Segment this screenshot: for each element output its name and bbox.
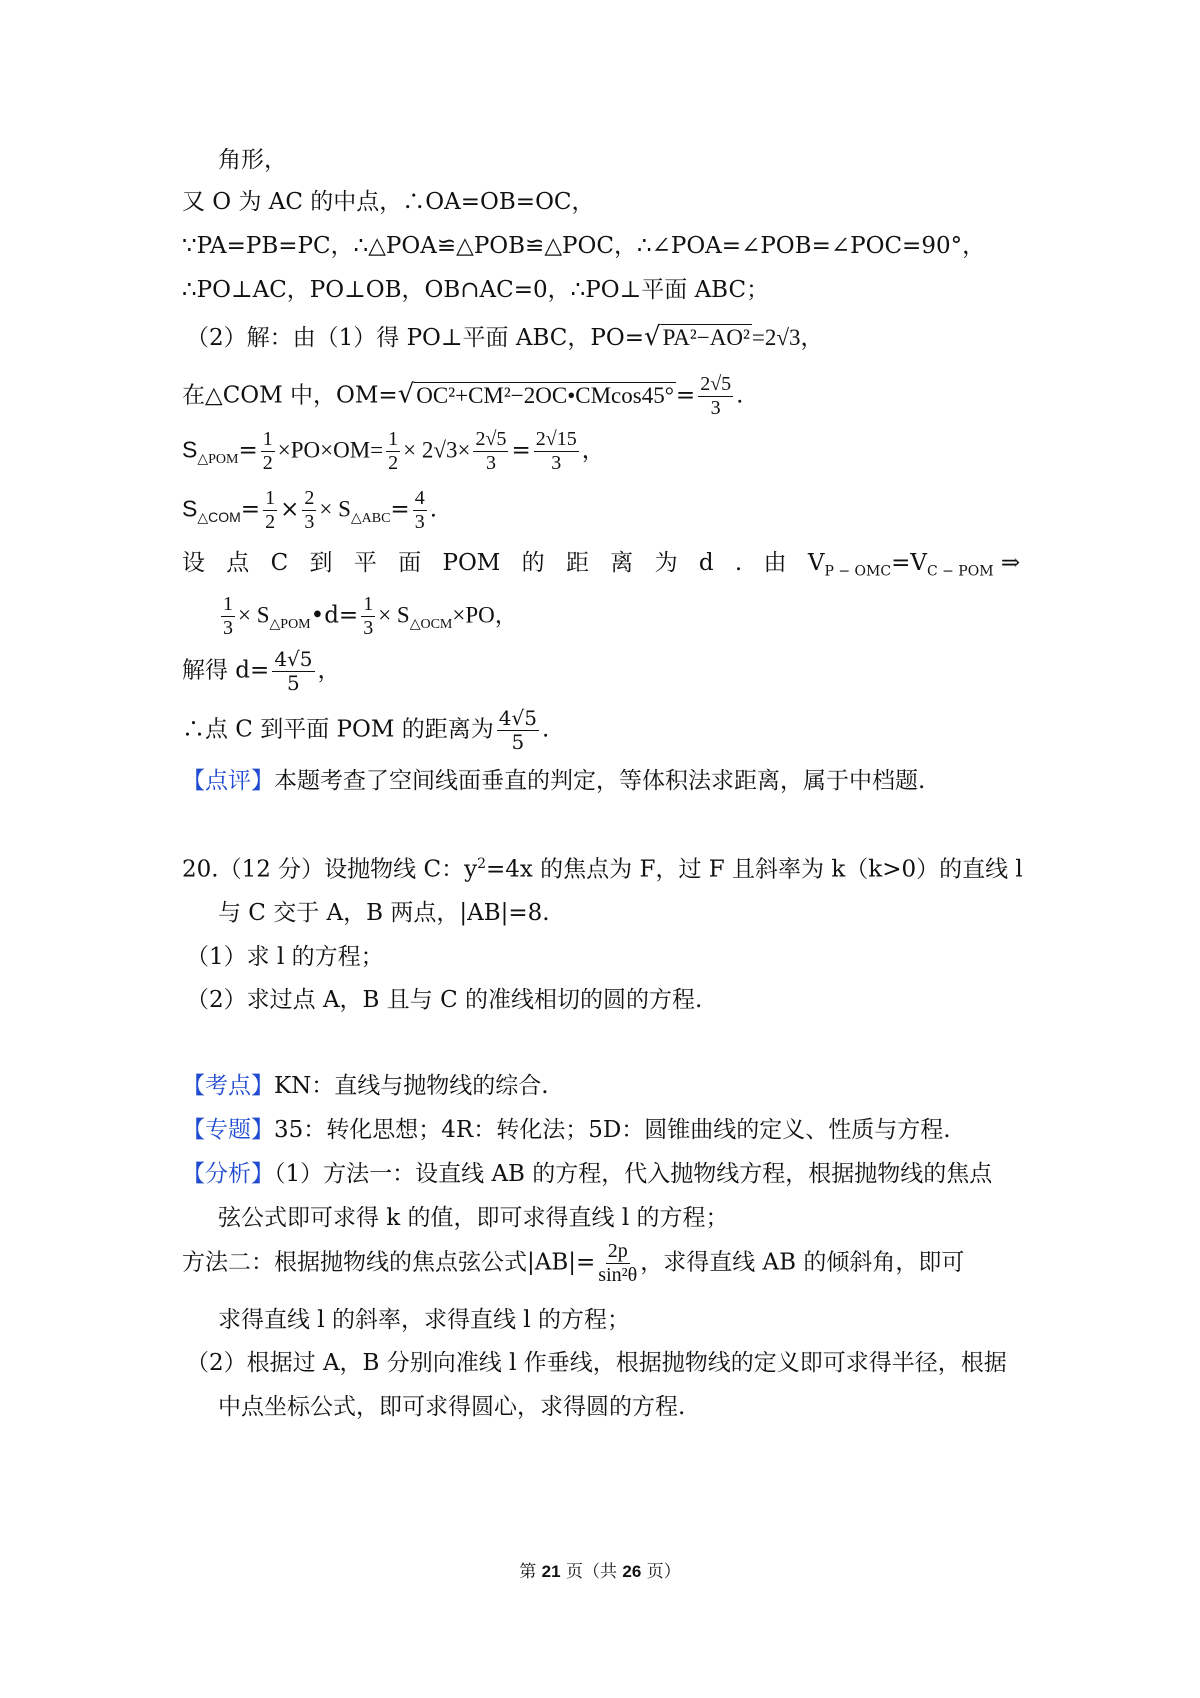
denominator: 3 xyxy=(304,511,315,533)
topic-tag: 【专题】 xyxy=(182,1117,274,1143)
fraction xyxy=(272,648,314,695)
text-span: •d= xyxy=(310,602,359,629)
text-span: ， xyxy=(581,437,605,464)
footer-text: 第 xyxy=(519,1562,542,1582)
fraction xyxy=(361,593,375,640)
subscript: △OCM xyxy=(409,617,453,633)
text-line: （2）求过点 A，B 且与 C 的准线相切的圆的方程. xyxy=(186,987,703,1013)
page-footer xyxy=(0,1557,1200,1582)
radicand: OC²+CM²−2OC•CMcos45° xyxy=(416,382,674,408)
text-span: . xyxy=(541,716,550,743)
denominator: 3 xyxy=(223,617,233,639)
denominator: sin²θ xyxy=(598,1264,638,1286)
text-span: S xyxy=(182,436,198,463)
text-line xyxy=(182,428,605,475)
page-number: 21 xyxy=(541,1562,561,1581)
text-line: 在△COM 中，OM=√OC²+CM²−2OC•CMcos45°= $\frac{2√5}{3}$ . xyxy=(182,373,744,419)
text-line xyxy=(182,1073,549,1101)
numerator: 1 xyxy=(363,593,374,615)
numerator: 4√5 xyxy=(274,647,313,671)
text-line xyxy=(182,1240,964,1287)
text-line xyxy=(218,593,518,640)
fraction xyxy=(497,707,539,754)
text-span: ∴点 C 到平面 POM 的距离为 xyxy=(182,716,494,743)
numerator: 1 xyxy=(388,428,399,450)
text-line xyxy=(182,487,437,534)
text-span: S xyxy=(182,495,198,522)
text-line: ∴PO⊥AC，PO⊥OB，OB∩AC=0，∴PO⊥平面 ABC； xyxy=(182,277,770,303)
subscript: △POM xyxy=(269,617,311,633)
subscript: △ABC xyxy=(350,511,391,527)
denominator: 3 xyxy=(363,617,374,639)
text-line: 角形， xyxy=(218,147,287,173)
denominator: 5 xyxy=(511,730,525,754)
numerator: 4√5 xyxy=(498,706,537,730)
numerator: 2√5 xyxy=(700,373,732,395)
total-pages: 26 xyxy=(622,1562,642,1581)
subscript: △POM xyxy=(197,452,239,468)
text-span: 35：转化思想；4R：转化法；5D：圆锥曲线的定义、性质与方程. xyxy=(274,1117,951,1143)
text-span: =4x 的焦点为 F，过 F 且斜率为 k（k>0）的直线 l xyxy=(485,856,1023,883)
numerator: 4 xyxy=(414,487,425,509)
text-line xyxy=(182,768,925,796)
text-line: 又 O 为 AC 的中点，∴OA=OB=OC， xyxy=(182,189,595,215)
denominator: 3 xyxy=(485,452,496,474)
text-line xyxy=(182,707,549,754)
text-span: ，求得直线 AB 的倾斜角，即可 xyxy=(640,1249,965,1276)
text-line: 弦公式即可求得 k 的值，即可求得直线 l 的方程； xyxy=(218,1205,729,1231)
text-span: = xyxy=(240,496,261,523)
text-span: ×PO， xyxy=(452,602,518,628)
numerator: 2 xyxy=(304,487,315,509)
text-line: （2）根据过 A，B 分别向准线 l 作垂线，根据抛物线的定义即可求得半径，根据 xyxy=(186,1350,1007,1376)
text-line: 与 C 交于 A，B 两点，|AB|=8. xyxy=(218,900,550,926)
text-line xyxy=(182,550,1022,580)
text-span: × S xyxy=(238,602,270,628)
text-span: . xyxy=(429,496,438,523)
text-span: × S xyxy=(319,496,351,522)
text-span: 20.（12 分）设抛物线 C：y xyxy=(182,856,478,883)
text-span: ×PO×OM= xyxy=(277,437,384,463)
text-span: =2√3， xyxy=(751,325,824,350)
text-line xyxy=(182,648,341,695)
text-span: = xyxy=(390,496,410,523)
fraction xyxy=(386,428,400,475)
text-span: 方法二：根据抛物线的焦点弦公式|AB|= xyxy=(182,1249,596,1276)
text-span: 在△COM 中，OM= xyxy=(182,382,398,409)
fraction xyxy=(598,1240,637,1287)
text-line: （1）求 l 的方程； xyxy=(186,944,384,970)
text-span: （2）解：由（1）得 PO⊥平面 ABC，PO= xyxy=(186,325,644,351)
denominator: 5 xyxy=(287,671,300,695)
knowledge-point-tag: 【考点】 xyxy=(182,1073,274,1099)
numerator: 2√15 xyxy=(535,428,577,450)
text-line xyxy=(186,322,823,353)
numerator: 1 xyxy=(223,593,233,615)
denominator: 2 xyxy=(265,511,276,533)
text-span: = xyxy=(675,382,696,409)
review-tag: 【点评】 xyxy=(182,768,274,794)
numerator: 1 xyxy=(262,428,273,450)
text-span: = xyxy=(238,437,258,464)
fraction xyxy=(534,428,579,475)
text-span: 本题考查了空间线面垂直的判定，等体积法求距离，属于中档题. xyxy=(274,768,926,794)
superscript: 2 xyxy=(477,856,486,872)
text-span: KN：直线与抛物线的综合. xyxy=(274,1073,549,1099)
sqrt-symbol: √ xyxy=(397,379,415,410)
text-span: = xyxy=(511,437,531,464)
fraction xyxy=(221,593,235,640)
footer-text: 页） xyxy=(641,1562,681,1582)
footer-text: 页（共 xyxy=(560,1562,623,1582)
text-line: 求得直线 l 的斜率，求得直线 l 的方程； xyxy=(218,1307,630,1333)
fraction xyxy=(302,487,316,534)
denominator: 3 xyxy=(414,511,425,533)
text-span: 解得 d= xyxy=(182,657,270,684)
text-span: ， xyxy=(317,657,341,684)
text-line: 中点坐标公式，即可求得圆心，求得圆的方程. xyxy=(218,1394,686,1420)
fraction xyxy=(698,373,733,420)
numerator: 2√5 xyxy=(475,428,507,450)
subscript: △COM xyxy=(197,509,241,526)
fraction xyxy=(261,428,275,475)
text-span: × xyxy=(280,496,300,523)
denominator: 2 xyxy=(388,452,399,474)
text-span: ⇒ xyxy=(993,550,1021,576)
text-line: ∵PA=PB=PC，∴△POA≌△POB≌△POC，∴∠POA=∠POB=∠POC=90°， xyxy=(182,233,986,259)
question-title xyxy=(182,856,1023,884)
text-span: （1）方法一：设直线 AB 的方程，代入抛物线方程，根据抛物线的焦点 xyxy=(274,1161,993,1187)
denominator: 3 xyxy=(551,452,562,474)
analysis-tag: 【分析】 xyxy=(182,1161,274,1187)
denominator: 3 xyxy=(710,397,721,419)
fraction xyxy=(473,428,508,475)
radicand: PA²−AO² xyxy=(662,325,750,350)
fraction xyxy=(413,487,427,534)
denominator: 2 xyxy=(262,452,273,474)
subscript: P − OMC xyxy=(824,563,892,580)
text-line xyxy=(182,1117,951,1145)
text-line xyxy=(182,1161,992,1189)
numerator: 2p xyxy=(607,1240,628,1262)
sqrt-symbol: √ xyxy=(644,322,661,352)
numerator: 1 xyxy=(265,487,276,509)
text-span: × S xyxy=(378,602,410,628)
subscript: C − POM xyxy=(926,563,994,580)
text-span: 设 点 C 到 平 面 POM 的 距 离 为 d . 由 V xyxy=(182,550,825,576)
text-span: =V xyxy=(891,550,927,576)
text-span: × 2√3× xyxy=(403,437,471,463)
fraction xyxy=(263,487,277,534)
